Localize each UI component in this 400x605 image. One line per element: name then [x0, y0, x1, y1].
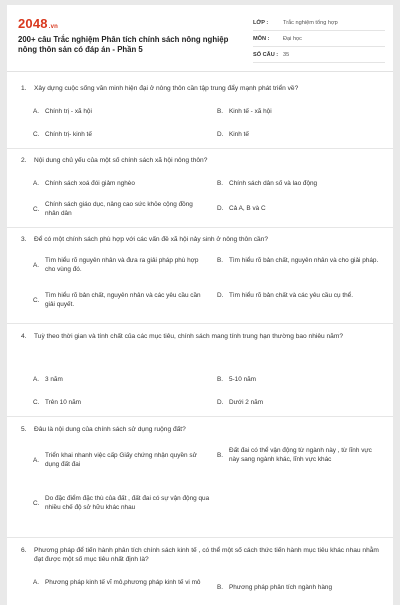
meta-row-subject	[253, 31, 385, 47]
question-2	[21, 156, 383, 165]
meta-value: 35	[283, 51, 290, 58]
option-d[interactable]: D. Dưới 2 năm	[217, 399, 264, 406]
meta-key: MÔN :	[253, 35, 270, 42]
question-4	[21, 332, 351, 348]
option-c[interactable]: C. Chính trị- kinh tế	[33, 131, 92, 138]
option-b[interactable]: B. Chính sách dân số và lao động	[217, 180, 318, 187]
question-text: 6. Phương pháp để tiến hành phân tích chính sách kinh tế , có thể một số cách thức tiến hành mục tiêu khác nhau nhằm đạt được một số mục tiêu nhất định là?	[21, 547, 379, 563]
question-text: 2. Nội dung chủ yếu của một số chính sách xã hội nông thôn?	[21, 157, 208, 164]
option-a[interactable]: A. Tìm hiểu rõ nguyên nhân và đưa ra giải pháp phù hợp cho vùng đó.	[33, 257, 199, 273]
option-a[interactable]: A. Chính trị - xã hội	[33, 108, 92, 115]
question-number: 5.	[21, 426, 27, 433]
option-a[interactable]: A. Chính sách xoá đói giảm nghèo	[33, 180, 135, 187]
option-c[interactable]: C. Tìm hiểu rõ bản chất, nguyên nhân và các yêu cầu cần giải quyết.	[33, 292, 201, 308]
option-c[interactable]: C. Chính sách giáo dục, nâng cao sức khỏe cộng đồng nhân dân	[33, 201, 193, 217]
option-a[interactable]: A. Triển khai nhanh việc cấp Giấy chứng nhận quyền sử dụng đất đai	[33, 452, 197, 468]
option-b[interactable]: B. Phương pháp phân tích ngành hàng	[217, 584, 332, 591]
option-d[interactable]: D. Kinh tế	[217, 131, 249, 138]
question-1	[21, 84, 383, 93]
meta-value: Đại học	[283, 35, 302, 42]
question-number: 6.	[21, 547, 27, 554]
site-logo[interactable]: 2048.vn	[18, 16, 59, 31]
question-3	[21, 235, 383, 244]
option-d[interactable]: D. Tìm hiểu rõ bản chất và các yêu cầu cụ thể.	[217, 292, 353, 299]
option-d[interactable]: D. Cả A, B và C	[217, 205, 266, 212]
document-title: 200+ câu Trắc nghiệm Phân tích chính sách nông nghiệp nông thôn sản có đáp án - Phần 5	[18, 35, 229, 54]
meta-key: LỚP :	[253, 19, 269, 26]
option-a[interactable]: A. 3 năm	[33, 376, 63, 383]
divider	[7, 323, 393, 324]
option-b[interactable]: B. Tìm hiểu rõ bản chất, nguyên nhân và cho giải pháp.	[217, 257, 379, 264]
option-b[interactable]: B. 5-10 năm	[217, 376, 256, 383]
divider	[7, 227, 393, 228]
document-page	[7, 5, 393, 605]
option-c[interactable]: C. Trên 10 năm	[33, 399, 81, 406]
divider	[7, 537, 393, 538]
option-a[interactable]: A. Phương pháp kinh tế vĩ mô,phương pháp kinh tế vi mô	[33, 579, 201, 586]
question-text: 4. Tuỳ theo thời gian và tính chất của các mục tiêu, chính sách mang tính trung hạn thường bao nhiêu năm?	[21, 326, 351, 348]
option-c[interactable]: C. Do đặc điểm đặc thù của đất , đất đai có sự vận động qua nhiều chế độ sở hữu khác nhau	[33, 495, 210, 511]
question-text: 1. Xây dựng cuộc sống văn minh hiện đại ở nông thôn cần tập trung đẩy mạnh phát triển về?	[21, 85, 299, 92]
divider	[7, 416, 393, 417]
option-b[interactable]: B. Đất đai có thể vận động từ ngành này , từ lĩnh vực này sang ngành khác, lĩnh vực khác	[217, 447, 372, 463]
question-number: 1.	[21, 85, 27, 92]
document-header	[7, 5, 393, 72]
divider	[7, 148, 393, 149]
meta-row-class	[253, 15, 385, 31]
question-number: 3.	[21, 236, 27, 243]
document-meta	[253, 15, 385, 63]
meta-row-count	[253, 47, 385, 63]
meta-key: SỐ CÂU :	[253, 51, 279, 58]
question-number: 4.	[21, 333, 27, 340]
question-number: 2.	[21, 157, 27, 164]
question-text: 5. Đâu là nội dung của chính sách sử dụng ruộng đất?	[21, 426, 186, 433]
question-text: 3. Để có một chính sách phù hợp với các vấn đề xã hội nảy sinh ở nông thôn cần?	[21, 236, 269, 243]
question-5	[21, 425, 383, 434]
meta-value: Trắc nghiệm tổng hợp	[283, 19, 338, 26]
option-b[interactable]: B. Kinh tế - xã hội	[217, 108, 272, 115]
question-6	[21, 546, 383, 564]
